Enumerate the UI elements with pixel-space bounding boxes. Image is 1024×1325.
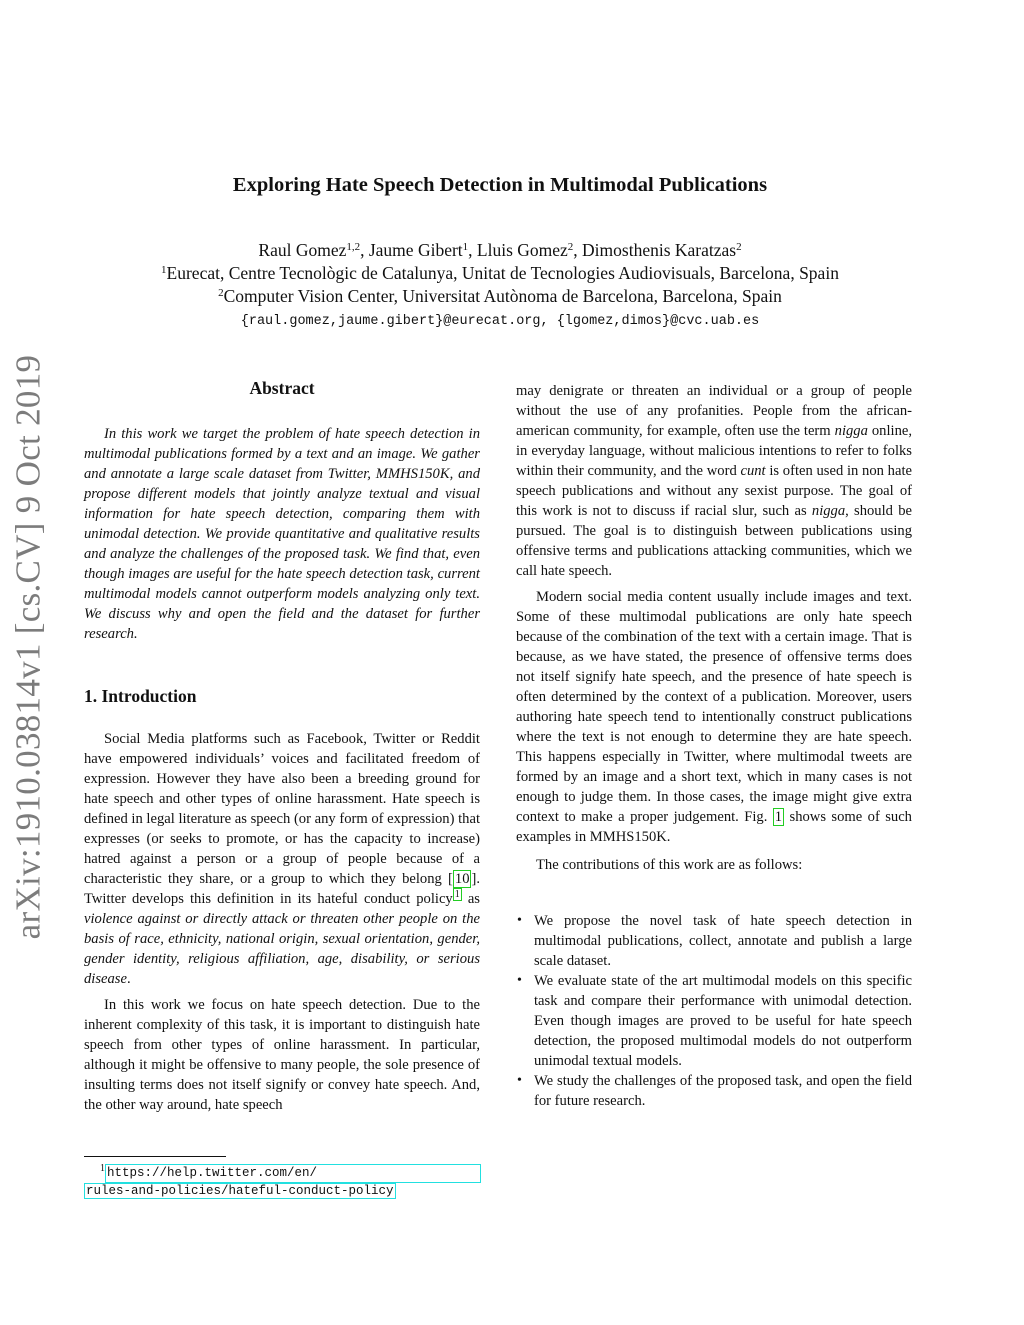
list-item: • We evaluate state of the art multimodal models on this specific task and compare their performance with unimodal detection. Even though images are proved to be useful for hate speech detection, the proposed multimodal models do not outperform unimodal textual models.: [516, 971, 912, 1071]
author-affiliation-mark: 1,2: [346, 241, 361, 253]
paragraph-text: online, in everyday language, without malicious intentions to refer to folks within their community, and the word: [516, 423, 912, 479]
abstract-heading: Abstract: [249, 378, 315, 398]
paragraph-text: as: [461, 891, 480, 907]
footnote-url-line-2[interactable]: rules-and-policies/hateful-conduct-policy: [86, 1184, 394, 1198]
citation-link[interactable]: 10: [454, 871, 470, 887]
left-column: [84, 378, 480, 1115]
author-name: Jaume Gibert: [368, 240, 463, 260]
affiliation-mark: 1: [161, 264, 167, 276]
paper-title: Exploring Hate Speech Detection in Multimodal Publications: [232, 174, 768, 196]
italic-term: nigga: [834, 423, 868, 439]
footnote-divider: [84, 1156, 226, 1157]
author-list: Raul Gomez$^{1,2}$, Jaume Gibert$^1$, Lluis Gomez$^2$, Dimosthenis Karatzas$^2$: [258, 240, 742, 260]
footnote: [84, 1160, 484, 1200]
author-affiliation-mark: 2: [736, 241, 742, 253]
intro-paragraph-3: [516, 381, 912, 581]
contributions-list: [516, 911, 912, 1111]
italic-term: nigga: [811, 503, 846, 519]
author-block: [0, 239, 1000, 333]
contributions-lead: The contributions of this work are as follows:: [536, 857, 803, 873]
author-name: Dimosthenis Karatzas: [582, 240, 737, 260]
footnote-mark: 1: [100, 1163, 105, 1174]
footnote-url-line-1[interactable]: https://help.twitter.com/en/: [105, 1164, 481, 1183]
paragraph-text: , should be pursued. The goal is to distinguish between publications using offensive terms and publications attacking communities, which we call hate speech.: [516, 503, 912, 579]
paragraph-text: is often used in non hate speech publications and without any sexist purpose. The goal of this work is not to discuss if racial slur, such as: [516, 463, 912, 519]
list-item: • We propose the novel task of hate speech detection in multimodal publications, collect, annotate and publish a large scale dataset.: [516, 911, 912, 971]
affiliation-text: Computer Vision Center, Universitat Autònoma de Barcelona, Barcelona, Spain: [223, 286, 782, 306]
arxiv-id-text: arXiv:1910.03814v1 [cs.CV] 9 Oct 2019: [8, 354, 48, 940]
author-emails: {raul.gomez,jaume.gibert}@eurecat.org, {lgomez,dimos}@cvc.uab.es: [240, 314, 760, 329]
arxiv-identifier: [6, 354, 50, 940]
paragraph-text: may denigrate or threaten an individual or a group of people without the use of any profanities. People from the african-american community, for example, often use the term: [516, 383, 912, 439]
paragraph-text: Social Media platforms such as Facebook, Twitter or Reddit have empowered individuals’ voices and facilitated freedom of expression. However they have also been a breeding ground for hate speech and other types of online harassment. Hate speech is defined in legal literature as speech (or any form of expression) that expresses (or seeks to promote, or has the capacity to increase) hatred against a person or a group of people because of a characteristic they share, or a group to which they belong [: [84, 731, 480, 887]
list-item: • We study the challenges of the proposed task, and open the field for future research.: [516, 1071, 912, 1111]
italic-term: cunt: [740, 463, 766, 479]
paragraph-text: ]. Twitter develops this definition in its hateful conduct policy: [84, 871, 480, 907]
right-column: [516, 381, 912, 1111]
paragraph-text: .: [126, 971, 131, 987]
affiliation-2: [0, 285, 1000, 308]
author-affiliation-mark: 1: [462, 241, 469, 253]
author-name: Raul Gomez: [258, 240, 347, 260]
affiliation-1: [0, 262, 1000, 285]
author-affiliation-mark: 2: [567, 241, 574, 253]
affiliation-text: Eurecat, Centre Tecnològic de Catalunya, Unitat de Tecnologies Audiovisuals, Barcelona, Spain: [166, 263, 839, 283]
author-name: Lluis Gomez: [476, 240, 568, 260]
paragraph-text: shows some of such examples in MMHS150K.: [516, 809, 912, 845]
footnote-link[interactable]: 1: [454, 889, 460, 900]
affiliation-mark: 2: [218, 287, 224, 299]
policy-quote: violence against or directly attack or threaten other people on the basis of race, ethnicity, national origin, sexual orientation, gender, gender identity, religious affiliation, age, disability, or serious disease: [84, 911, 480, 987]
paragraph-text: Modern social media content usually include images and text. Some of these multimodal publications are only hate speech because of the combination of the text with a certain image. That is because, as we have stated, the presence of offensive terms does not itself signify hate speech, and the presence of hate speech is often determined by the context of a publication. Moreover, users authoring hate speech tend to intentionally construct publications where the text is not enough to determine they are hate speech. This happens especially in Twitter, where multimodal tweets are formed by an image and a short text, which in many cases is not enough to judge them. In those cases, the image might give extra context to make a proper judgement. Fig.: [516, 589, 912, 825]
intro-paragraph-2: In this work we focus on hate speech detection. Due to the inherent complexity of this task, it is important to distinguish hate speech from other types of online harassment. In particular, although it might be offensive to many people, the sole presence of insulting terms does not itself signify or convey hate speech. And, the other way around, hate speech: [84, 997, 480, 1113]
section-heading-introduction: 1. Introduction: [84, 686, 197, 706]
abstract-text: In this work we target the problem of hate speech detection in multimodal publications formed by a text and an image. We gather and annotate a large scale dataset from Twitter, MMHS150K, and propose different models that jointly analyze textual and visual information for hate speech detection, comparing them with unimodal detection. We provide quantitative and qualitative results and analyze the challenges of the proposed task. We find that, even though images are useful for the hate speech detection task, current multimodal models cannot outperform models analyzing only text. We discuss why and open the field and the dataset for further research.: [84, 426, 480, 642]
figure-link[interactable]: 1: [774, 809, 783, 825]
intro-paragraph-4: [516, 587, 912, 847]
intro-paragraph-1: [84, 729, 480, 989]
